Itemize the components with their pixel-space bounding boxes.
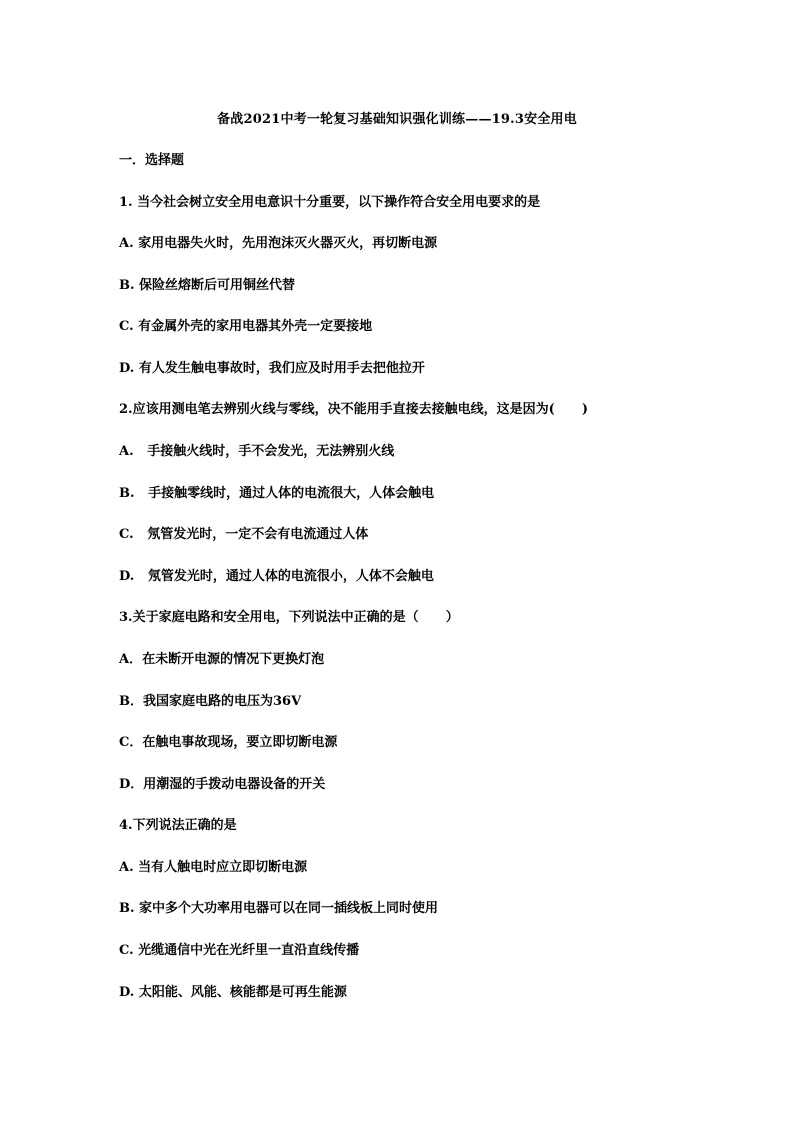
question-1-option-c: C. 有金属外壳的家用电器其外壳一定要接地 — [119, 319, 373, 334]
question-2-option-d: D. 氖管发光时，通过人体的电流很小，人体不会触电 — [119, 569, 434, 584]
question-2-option-c: C. 氖管发光时，一定不会有电流通过人体 — [119, 527, 369, 542]
question-1-option-d: D. 有人发生触电事故时，我们应及时用手去把他拉开 — [119, 361, 425, 376]
question-3-option-a: A．在未断开电源的情况下更换灯泡 — [119, 652, 325, 667]
question-4-option-d: D. 太阳能、风能、核能都是可再生能源 — [119, 985, 347, 1000]
question-1-option-b: B. 保险丝熔断后可用铜丝代替 — [119, 278, 296, 293]
question-3-option-b: B．我国家庭电路的电压为36V — [119, 694, 302, 709]
question-3-option-d: D．用潮湿的手拨动电器设备的开关 — [119, 777, 326, 792]
question-4-option-b: B. 家中多个大功率用电器可以在同一插线板上同时使用 — [119, 901, 439, 916]
question-4-option-a: A. 当有人触电时应立即切断电源 — [119, 860, 308, 875]
question-4-stem: 4.下列说法正确的是 — [119, 818, 237, 833]
question-2-option-a: A. 手接触火线时，手不会发光，无法辨别火线 — [119, 444, 395, 459]
question-2-stem: 2.应该用测电笔去辨别火线与零线，决不能用手直接去接触电线，这是因为( ) — [119, 402, 589, 417]
question-1-stem: 1. 当今社会树立安全用电意识十分重要，以下操作符合安全用电要求的是 — [119, 195, 541, 210]
question-3-stem: 3.关于家庭电路和安全用电，下列说法中正确的是（ ） — [119, 610, 459, 625]
question-3-option-c: C．在触电事故现场，要立即切断电源 — [119, 735, 338, 750]
document-title: 备战2021中考一轮复习基础知识强化训练——19.3安全用电 — [217, 112, 577, 127]
question-2-option-b: B. 手接触零线时，通过人体的电流很大，人体会触电 — [119, 486, 435, 501]
section-heading: 一．选择题 — [119, 153, 185, 168]
question-1-option-a: A. 家用电器失火时，先用泡沫灭火器灭火，再切断电源 — [119, 236, 438, 251]
question-4-option-c: C. 光缆通信中光在光纤里一直沿直线传播 — [119, 943, 360, 958]
